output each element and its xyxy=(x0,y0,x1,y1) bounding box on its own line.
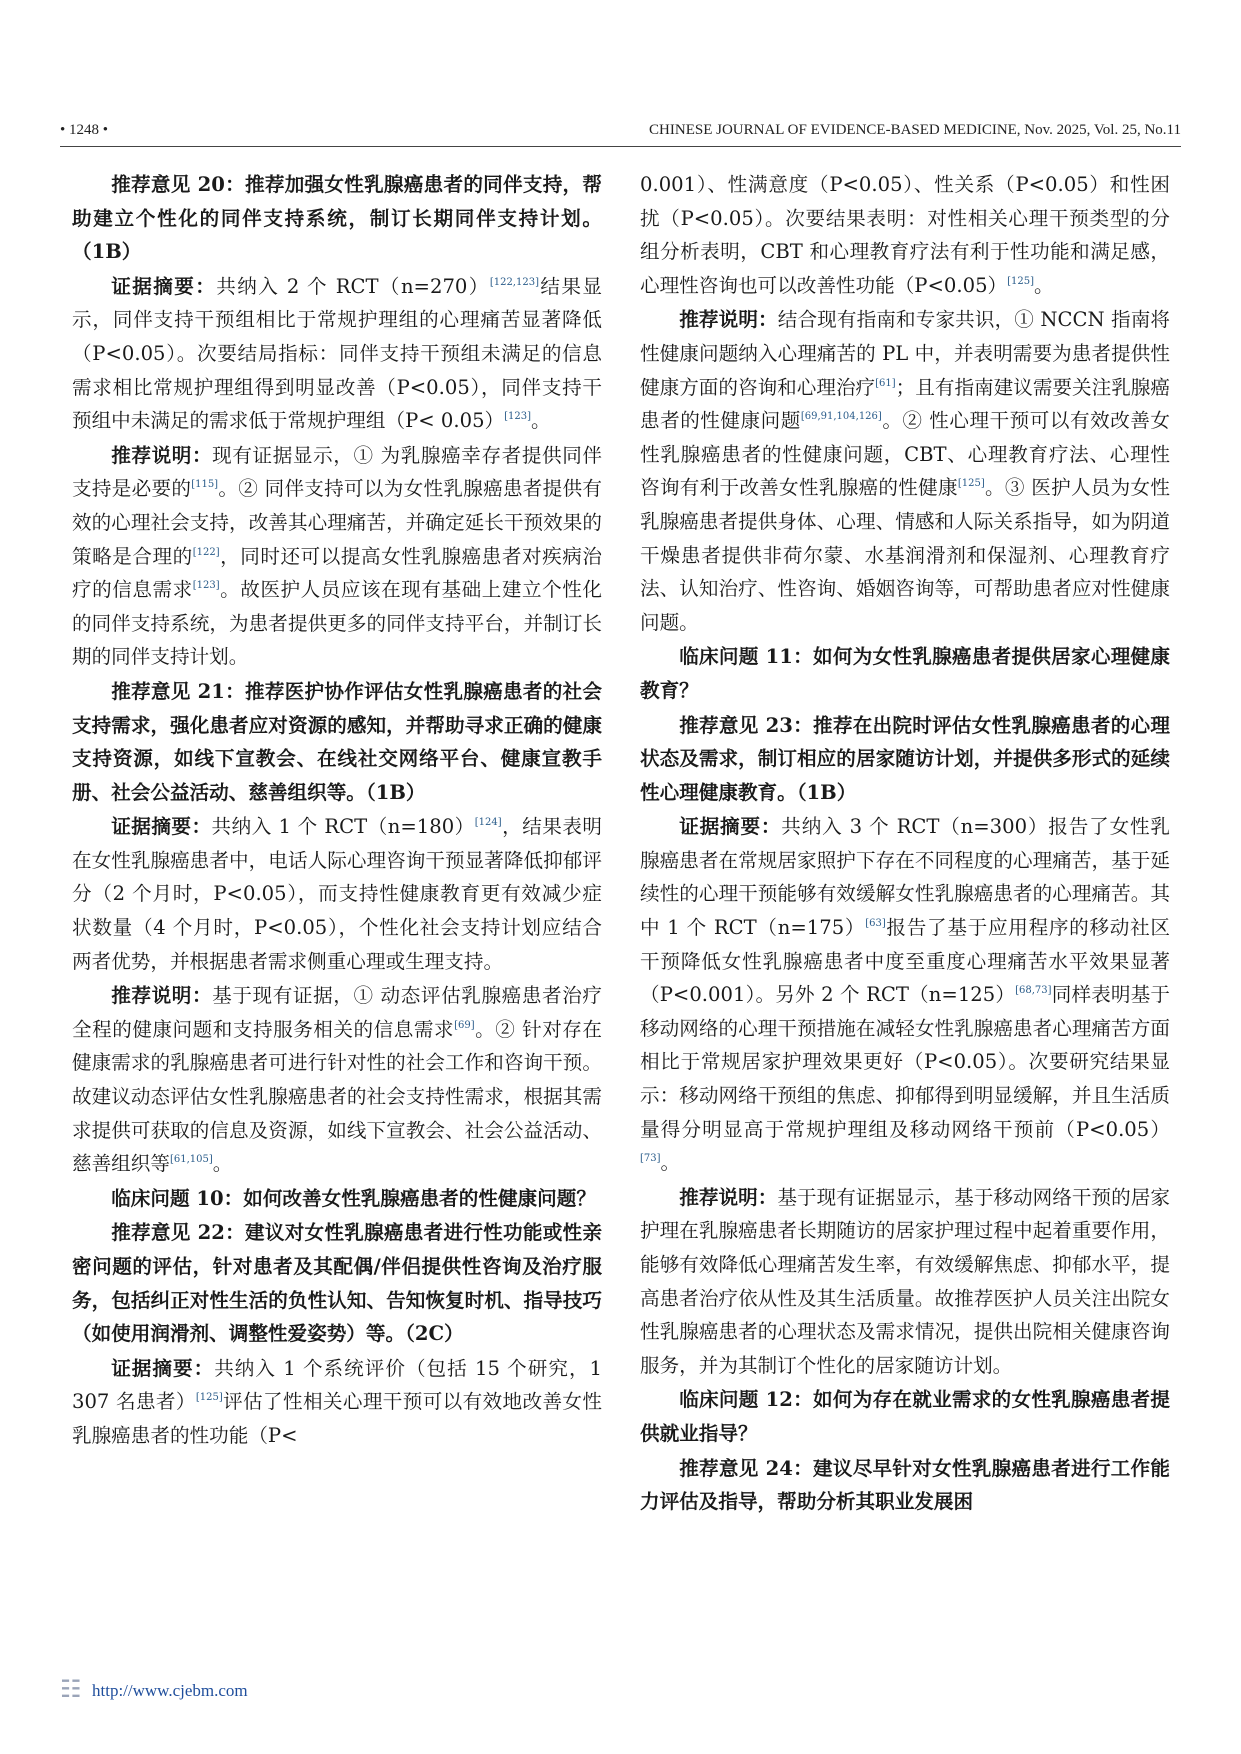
recommendation-note-label: 推荐说明： xyxy=(111,443,213,467)
body-text: 共纳入 1 个 RCT（n=180） xyxy=(211,815,475,839)
body-text: ，结果表明在女性乳腺癌患者中，电话人际心理咨询干预显著降低抑郁评分（2 个月时，P<0.05），而支持性健康教育更有效减少症状数量（4 个月时，P<0.05），个性化社会支持计划应结合两者优势，并根据患者需求侧重心理或生理支持。 xyxy=(72,815,603,973)
recommendation-20: 推荐意见 20：推荐加强女性乳腺癌患者的同伴支持，帮助建立个性化的同伴支持系统，制订长期同伴支持计划。（1B） xyxy=(72,173,602,264)
body-text: 。② 针对存在健康需求的乳腺癌患者可进行针对性的社会工作和咨询干预。故建议动态评估女性乳腺癌患者的社会支持性需求，根据其需求提供可获取的信息及资源，如线下宣教会、社会公益活动、慈善组织等 xyxy=(72,1017,603,1176)
recommendation-note-21 xyxy=(72,979,602,1181)
body-text: 共纳入 3 个 RCT（n=300）报告了女性乳腺癌患者在常规居家照护下存在不同程度的心理痛苦，基于延续性的心理干预能够有效缓解女性乳腺癌患者的心理痛苦。其中 1 个 RCT（n=175） xyxy=(640,815,1170,940)
evidence-summary-label: 证据摘要： xyxy=(679,815,782,839)
citation-ref[interactable]: [69] xyxy=(454,1019,475,1031)
body-text: 结果显示，同伴支持干预组相比于常规护理组的心理痛苦显著降低（P<0.05）。次要结局指标：同伴支持干预组未满足的信息需求相比常规护理组得到明显改善（P<0.05），同伴支持干预组中未满足的需求低于常规护理组（P< 0.05） xyxy=(72,274,603,433)
body-text: 基于现有证据，① 动态评估乳腺癌患者治疗全程的健康问题和支持服务相关的信息需求 xyxy=(72,984,603,1041)
body-text: 0.001）、性满意度（P<0.05）、性关系（P<0.05）和性困扰（P<0.05）。次要结果表明：对性相关心理干预类型的分组分析表明，CBT 和心理教育疗法有利于性功能和满足感，心理性咨询也可以改善性功能（P<0.05） xyxy=(640,173,1170,297)
body-text: 。② 同伴支持可以为女性乳腺癌患者提供有效的心理社会支持，改善其心理痛苦，并确定延长干预效果的策略是合理的 xyxy=(72,477,602,568)
evidence-summary-22 xyxy=(72,1352,602,1453)
body-text: 基于现有证据显示，基于移动网络干预的居家护理在乳腺癌患者长期随访的居家护理过程中起着重要作用，能够有效降低心理痛苦发生率，有效缓解焦虑、抑郁水平，提高患者治疗依从性及其生活质量。故推荐医护人员关注出院女性乳腺癌患者的心理状态及需求情况，提供出院相关健康咨询服务，并为其制订个性化的居家随访计划。 xyxy=(640,1185,1171,1377)
citation-ref[interactable]: [125] xyxy=(195,1392,223,1404)
page-number: • 1248 • xyxy=(60,122,109,138)
recommendation-note-label: 推荐说明： xyxy=(111,984,213,1008)
recommendation-21: 推荐意见 21：推荐医护协作评估女性乳腺癌患者的社会支持需求，强化患者应对资源的感知，并帮助寻求正确的健康支持资源，如线下宣教会、在线社交网络平台、健康宣教手册、社会公益活动、慈善组织等。（1B） xyxy=(72,679,602,804)
evidence-summary-22-continued xyxy=(640,168,1170,302)
body-text: 报告了基于应用程序的移动社区干预降低女性乳腺癌患者中度至重度心理痛苦水平效果显著（P<0.001）。另外 2 个 RCT（n=125） xyxy=(640,916,1170,1007)
evidence-summary-21 xyxy=(72,810,602,978)
citation-ref[interactable]: [61,105] xyxy=(169,1154,213,1166)
citation-ref[interactable]: [122] xyxy=(192,546,220,558)
recommendation-23: 推荐意见 23：推荐在出院时评估女性乳腺癌患者的心理状态及需求，制订相应的居家随访计划，并提供多形式的延续性心理健康教育。（1B） xyxy=(640,713,1170,804)
body-text: 。 xyxy=(212,1152,233,1176)
citation-ref[interactable]: [68,73] xyxy=(1015,985,1052,997)
evidence-summary-label: 证据摘要： xyxy=(111,1356,215,1380)
body-text: 评估了性相关心理干预可以有效地改善女性乳腺癌患者的性功能（P< xyxy=(72,1390,602,1447)
body-text: ；且有指南建议需要关注乳腺癌患者的性健康问题 xyxy=(640,375,1171,433)
body-text: 现有证据显示，① 为乳腺癌幸存者提供同伴支持是必要的 xyxy=(72,443,603,501)
evidence-summary-23 xyxy=(640,810,1170,1180)
body-text: 。③ 医护人员为女性乳腺癌患者提供身体、心理、情感和人际关系指导，如为阴道干燥患者提供非荷尔蒙、水基润滑剂和保湿剂、心理教育疗法、认知治疗、性咨询、婚姻咨询等，可帮助患者应对性健康问题。 xyxy=(640,476,1170,634)
clinical-question-12: 临床问题 12：如何为存在就业需求的女性乳腺癌患者提供就业指导？ xyxy=(640,1388,1170,1445)
page-footer xyxy=(60,1675,360,1708)
clinical-question-11: 临床问题 11：如何为女性乳腺癌患者提供居家心理健康教育？ xyxy=(640,645,1170,702)
citation-ref[interactable]: [63] xyxy=(865,918,886,930)
citation-ref[interactable]: [61] xyxy=(875,377,896,389)
body-text: 。 xyxy=(660,1151,681,1175)
journal-logo-icon: ☷ xyxy=(60,1675,82,1703)
body-text: 共纳入 2 个 RCT（n=270） xyxy=(216,274,490,298)
body-text: ，同时还可以提高女性乳腺癌患者对疾病治疗的信息需求 xyxy=(72,544,603,602)
running-header xyxy=(60,118,1181,144)
citation-ref[interactable]: [123] xyxy=(504,411,532,423)
recommendation-22: 推荐意见 22：建议对女性乳腺癌患者进行性功能或性亲密问题的评估，针对患者及其配偶/伴侣提供性咨询及治疗服务，包括纠正对性生活的负性认知、告知恢复时机、指导技巧（如使用润滑剂、调整性爱姿势）等。（2C） xyxy=(72,1221,602,1346)
recommendation-note-label: 推荐说明： xyxy=(679,1185,778,1209)
body-text: 。 xyxy=(1034,273,1054,297)
body-text: 。② 性心理干预可以有效改善女性乳腺癌患者的性健康问题，CBT、心理教育疗法、心理性咨询有利于改善女性乳腺癌的性健康 xyxy=(640,409,1171,500)
citation-ref[interactable]: [69,91,104,126] xyxy=(800,411,882,423)
body-text: 结合现有指南和专家共识，① NCCN 指南将性健康问题纳入心理痛苦的 PL 中，并表明需要为患者提供性健康方面的咨询和心理治疗 xyxy=(640,308,1170,399)
recommendation-note-label: 推荐说明： xyxy=(679,308,778,332)
recommendation-note-23 xyxy=(640,1181,1170,1383)
citation-ref[interactable]: [115] xyxy=(191,479,219,491)
body-text: 。故医护人员应该在现有基础上建立个性化的同伴支持系统，为患者提供更多的同伴支持平台，并制订长期的同伴支持计划。 xyxy=(72,578,603,669)
evidence-summary-label: 证据摘要： xyxy=(111,274,217,298)
left-column xyxy=(72,168,602,1454)
recommendation-24: 推荐意见 24：建议尽早针对女性乳腺癌患者进行工作能力评估及指导，帮助分析其职业发展困 xyxy=(640,1456,1170,1514)
header-rule xyxy=(60,146,1181,147)
right-column xyxy=(640,168,1170,1520)
body-text: 共纳入 1 个系统评价（包括 15 个研究，1 307 名患者） xyxy=(72,1356,603,1414)
evidence-summary-20 xyxy=(72,270,602,438)
body-text: 。 xyxy=(531,409,551,433)
recommendation-note-22 xyxy=(640,303,1170,639)
citation-ref[interactable]: [125] xyxy=(957,478,985,490)
clinical-question-10: 临床问题 10：如何改善女性乳腺癌患者的性健康问题？ xyxy=(111,1186,596,1210)
body-text: 同样表明基于移动网络的心理干预措施在减轻女性乳腺癌患者心理痛苦方面相比于常规居家护理效果更好（P<0.05）。次要研究结果显示：移动网络干预组的焦虑、抑郁得到明显缓解，并且生活质量得分明显高于常规护理组及移动网络干预前（P<0.05） xyxy=(640,983,1171,1141)
evidence-summary-label: 证据摘要： xyxy=(111,815,212,839)
citation-ref[interactable]: [124] xyxy=(474,817,502,829)
journal-url-link[interactable]: http://www.cjebm.com xyxy=(92,1681,248,1700)
citation-ref[interactable]: [125] xyxy=(1007,275,1035,287)
citation-ref[interactable]: [73] xyxy=(640,1153,661,1165)
citation-ref[interactable]: [122,123] xyxy=(489,276,539,288)
journal-citation: CHINESE JOURNAL OF EVIDENCE-BASED MEDICINE, Nov. 2025, Vol. 25, No.11 xyxy=(649,122,1181,138)
citation-ref[interactable]: [123] xyxy=(192,580,220,592)
recommendation-note-20 xyxy=(72,439,602,674)
